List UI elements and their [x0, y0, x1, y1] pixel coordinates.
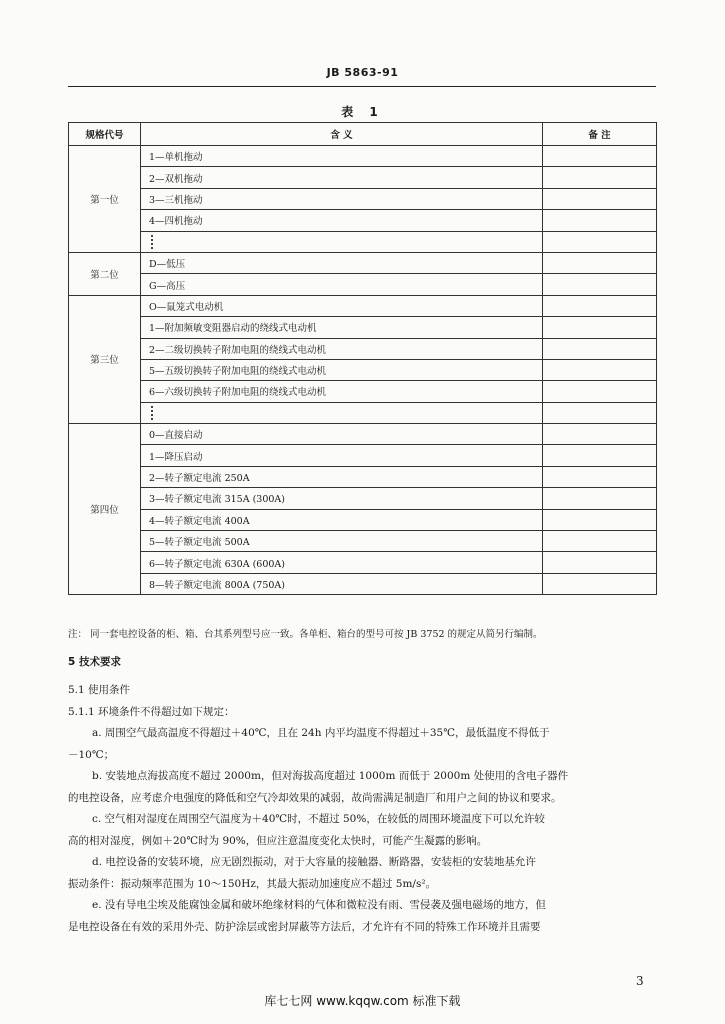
- table-row: [69, 231, 657, 252]
- group-label: 第三位: [69, 295, 141, 423]
- table-row: [69, 317, 657, 338]
- remarks-cell: [543, 338, 657, 359]
- meaning-cell: 1—单机拖动: [141, 146, 543, 167]
- condition-line: e. 没有导电尘埃及能腐蚀金属和破坏绝缘材料的气体和微粒没有雨、雪侵袭及强电磁场的地方，但: [92, 899, 546, 911]
- condition-line: －10℃；: [68, 748, 115, 761]
- condition-item: [68, 766, 658, 809]
- meaning-cell: 8—转子额定电流 800A (750A): [141, 573, 543, 594]
- footer-watermark: 库七七网 www.kqqw.com 标准下载: [264, 994, 461, 1008]
- remarks-cell: [543, 466, 657, 487]
- table-row: [69, 188, 657, 209]
- meaning-cell: 0—直接启动: [141, 424, 543, 445]
- table-row: [69, 531, 657, 552]
- subsection-5-1: 5.1 使用条件: [68, 684, 131, 696]
- column-header-code: 规格代号: [69, 123, 141, 146]
- remarks-cell: [543, 231, 657, 252]
- table-row: [69, 295, 657, 316]
- group-label: 第一位: [69, 146, 141, 253]
- section-5-title: 5 技术要求: [68, 656, 121, 668]
- meaning-cell: 3—转子额定电流 315A (300A): [141, 488, 543, 509]
- table-row: [69, 573, 657, 594]
- remarks-cell: [543, 573, 657, 594]
- remarks-cell: [543, 359, 657, 380]
- table-row: [69, 509, 657, 530]
- header-rule: [68, 86, 656, 87]
- remarks-cell: [543, 317, 657, 338]
- remarks-cell: [543, 402, 657, 423]
- table-row: [69, 552, 657, 573]
- condition-list: [68, 723, 658, 938]
- remarks-cell: [543, 295, 657, 316]
- meaning-cell: O—鼠笼式电动机: [141, 295, 543, 316]
- meaning-cell: 2—二级切换转子附加电阻的绕线式电动机: [141, 338, 543, 359]
- condition-line: 高的相对湿度，例如＋20℃时为 90%，但应注意温度变化太快时，可能产生凝露的影响。: [68, 834, 488, 847]
- meaning-cell: 5—转子额定电流 500A: [141, 531, 543, 552]
- page-number: 3: [636, 974, 644, 988]
- column-header-meaning: 含 义: [141, 123, 543, 146]
- ellipsis-mark: [151, 406, 155, 420]
- remarks-cell: [543, 146, 657, 167]
- ellipsis-mark: [151, 235, 155, 249]
- group-label: 第四位: [69, 424, 141, 595]
- remarks-cell: [543, 167, 657, 188]
- condition-line: a. 周围空气最高温度不得超过＋40℃，且在 24h 内平均温度不得超过＋35℃，最低温度不得低于: [92, 727, 550, 739]
- meaning-cell: 2—双机拖动: [141, 167, 543, 188]
- table-row: [69, 210, 657, 231]
- column-header-remarks: 备 注: [543, 123, 657, 146]
- remarks-cell: [543, 210, 657, 231]
- remarks-cell: [543, 552, 657, 573]
- remarks-cell: [543, 509, 657, 530]
- remarks-cell: [543, 424, 657, 445]
- condition-item: [68, 723, 658, 766]
- condition-item: [68, 852, 658, 895]
- table-row: [69, 167, 657, 188]
- condition-item: [68, 895, 658, 938]
- meaning-cell: [141, 402, 543, 423]
- table-row: [69, 274, 657, 295]
- condition-line: c. 空气相对湿度在周围空气温度为＋40℃时，不超过 50%，在较低的周围环境温度下可以允许较: [92, 813, 545, 825]
- meaning-cell: 6—六级切换转子附加电阻的绕线式电动机: [141, 381, 543, 402]
- condition-line: 振动条件：振动频率范围为 10～150Hz，其最大振动加速度应不超过 5m/s²。: [68, 877, 437, 890]
- meaning-cell: [141, 231, 543, 252]
- meaning-cell: 2—转子额定电流 250A: [141, 466, 543, 487]
- remarks-cell: [543, 188, 657, 209]
- meaning-cell: 4—四机拖动: [141, 210, 543, 231]
- meaning-cell: 6—转子额定电流 630A (600A): [141, 552, 543, 573]
- remarks-cell: [543, 488, 657, 509]
- meaning-cell: 1—降压启动: [141, 445, 543, 466]
- condition-line: b. 安装地点海拔高度不超过 2000m，但对海拔高度超过 1000m 而低于 2000m 处使用的含电子器件: [92, 770, 569, 782]
- table-row: [69, 402, 657, 423]
- spec-code-table: [68, 122, 657, 595]
- table-note: 注： 同一套电控设备的柜、箱、台其系列型号应一致。各单柜、箱台的型号可按 JB 3752 的规定从简另行编制。: [68, 629, 543, 640]
- meaning-cell: 4—转子额定电流 400A: [141, 509, 543, 530]
- table-row: [69, 146, 657, 167]
- condition-line: d. 电控设备的安装环境，应无剧烈振动，对于大容量的接触器、断路器，安装柜的安装地基允许: [92, 856, 536, 868]
- meaning-cell: 5—五级切换转子附加电阻的绕线式电动机: [141, 359, 543, 380]
- table-caption: 表 1: [341, 105, 384, 119]
- remarks-cell: [543, 274, 657, 295]
- meaning-cell: D—低压: [141, 252, 543, 273]
- condition-item: [68, 809, 658, 852]
- section-5-body: [68, 680, 658, 938]
- table-row: [69, 338, 657, 359]
- table-row: [69, 359, 657, 380]
- remarks-cell: [543, 381, 657, 402]
- remarks-cell: [543, 531, 657, 552]
- document-code-header: JB 5863-91: [326, 66, 399, 79]
- meaning-cell: G—高压: [141, 274, 543, 295]
- table-row: [69, 488, 657, 509]
- remarks-cell: [543, 445, 657, 466]
- condition-line: 的电控设备，应考虑介电强度的降低和空气冷却效果的减弱，故尚需满足制造厂和用户之间的协议和要求。: [68, 791, 562, 804]
- group-label: 第二位: [69, 252, 141, 295]
- table-row: [69, 252, 657, 273]
- condition-line: 是电控设备在有效的采用外壳、防护涂层或密封屏蔽等方法后，才允许有不同的特殊工作环境并且需要: [68, 920, 541, 933]
- subsection-5-1-1: 5.1.1 环境条件不得超过如下规定：: [68, 705, 235, 718]
- table-row: [69, 445, 657, 466]
- table-row: [69, 466, 657, 487]
- meaning-cell: 1—附加频敏变阻器启动的绕线式电动机: [141, 317, 543, 338]
- meaning-cell: 3—三机拖动: [141, 188, 543, 209]
- remarks-cell: [543, 252, 657, 273]
- table-row: [69, 381, 657, 402]
- table-row: [69, 424, 657, 445]
